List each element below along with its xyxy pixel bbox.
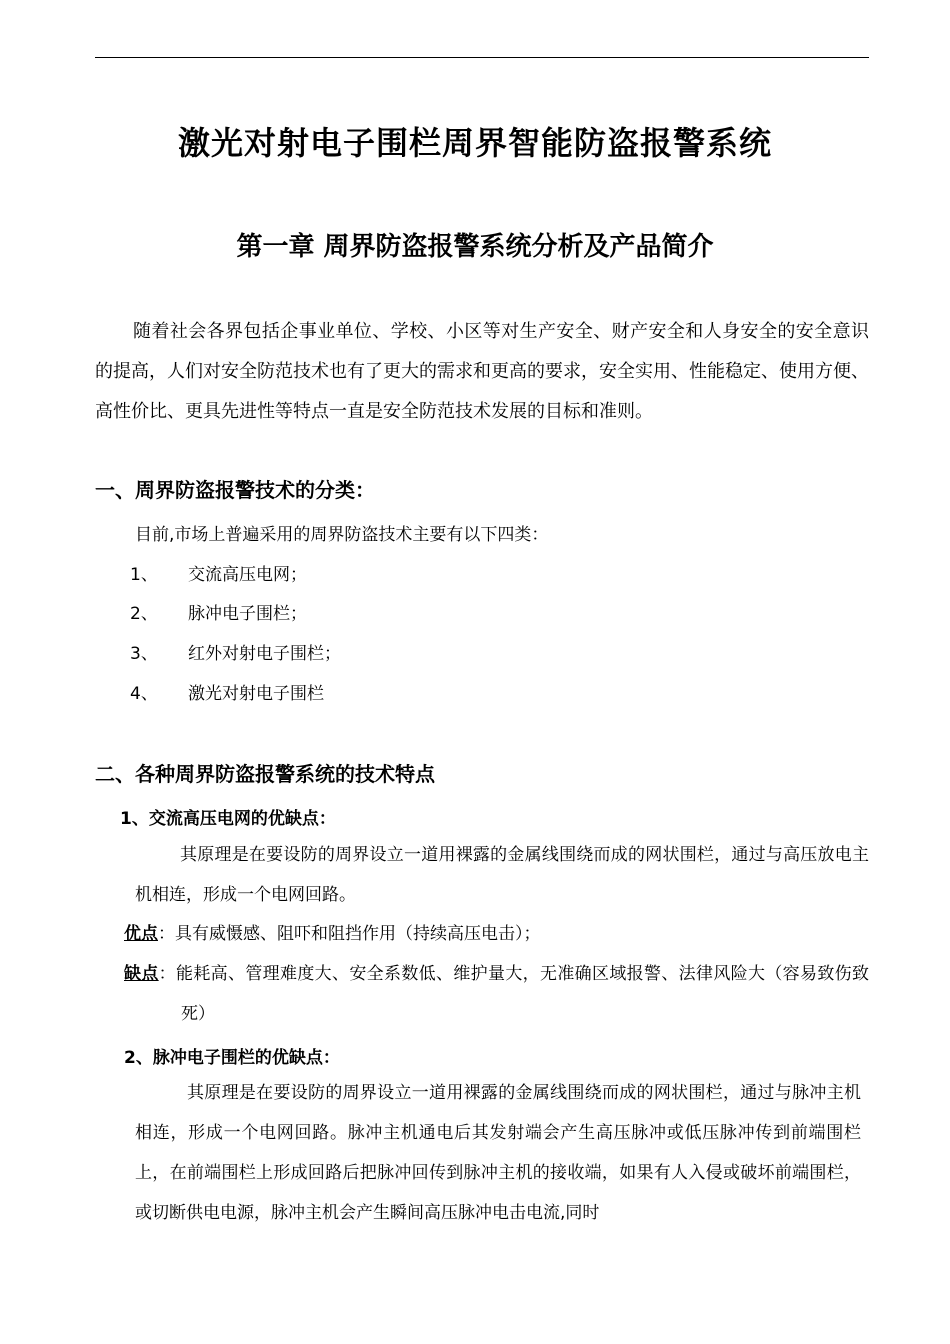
subsection1-body: 其原理是在要设防的周界设立一道用裸露的金属线围绕而成的网状围栏，通过与高压放电主机相连，形成一个电网回路。: [135, 845, 869, 905]
pros-label: 优点: [124, 924, 158, 944]
list-item-number: 1、: [130, 565, 158, 585]
list-item-text: 红外对射电子围栏；: [188, 644, 341, 664]
section2-heading: 二、各种周界防盗报警系统的技术特点: [95, 762, 435, 786]
list-item-number: 4、: [130, 684, 158, 704]
list-item: [130, 679, 324, 704]
pros-separator: ：: [158, 924, 175, 944]
document-title: 激光对射电子围栏周界智能防盗报警系统: [177, 124, 772, 162]
intro-paragraph: 随着社会各界包括企事业单位、学校、小区等对生产安全、财产安全和人身安全的安全意识的提高，人们对安全防范技术也有了更大的需求和更高的要求，安全实用、性能稳定、使用方便、高性价比、更具先进性等特点一直是安全防范技术发展的目标和准则。: [95, 321, 869, 422]
list-item-text: 激光对射电子围栏: [188, 684, 324, 704]
cons-line: [124, 954, 869, 1034]
list-item: [130, 599, 307, 624]
chapter-heading: 第一章 周界防盗报警系统分析及产品简介: [236, 232, 714, 262]
subsection2-body: 其原理是在要设防的周界设立一道用裸露的金属线围绕而成的网状围栏，通过与脉冲主机相连，形成一个电网回路。脉冲主机通电后其发射端会产生高压脉冲或低压脉冲传到前端围栏上，在前端围栏上形成回路后把脉冲回传到脉冲主机的接收端，如果有人入侵或破坏前端围栏，或切断供电电源，脉冲主机会产生瞬间高压脉冲电击电流,同时: [135, 1083, 861, 1223]
cons-label: 缺点: [124, 964, 159, 984]
header-rule: [95, 57, 869, 58]
pros-text: 具有威慑感、阻吓和阻挡作用（持续高压电击）；: [175, 924, 541, 944]
cons-separator: ：: [158, 964, 177, 984]
subsection2-heading: 2、脉冲电子围栏的优缺点：: [124, 1048, 340, 1068]
cons-text: 能耗高、管理难度大、安全系数低、维护量大，无准确区域报警、法律风险大（容易致伤致死）: [176, 964, 870, 1024]
list-item: [130, 639, 341, 664]
list-item-number: 3、: [130, 644, 158, 664]
section1-heading: 一、周界防盗报警技术的分类：: [95, 478, 375, 502]
list-item-text: 交流高压电网；: [188, 565, 307, 585]
subsection1-heading: 1、交流高压电网的优缺点：: [120, 809, 336, 829]
list-item-text: 脉冲电子围栏；: [188, 604, 307, 624]
list-item: [130, 560, 307, 585]
section1-lead: 目前,市场上普遍采用的周界防盗技术主要有以下四类：: [135, 525, 549, 545]
list-item-number: 2、: [130, 604, 158, 624]
pros-line: [124, 914, 926, 954]
